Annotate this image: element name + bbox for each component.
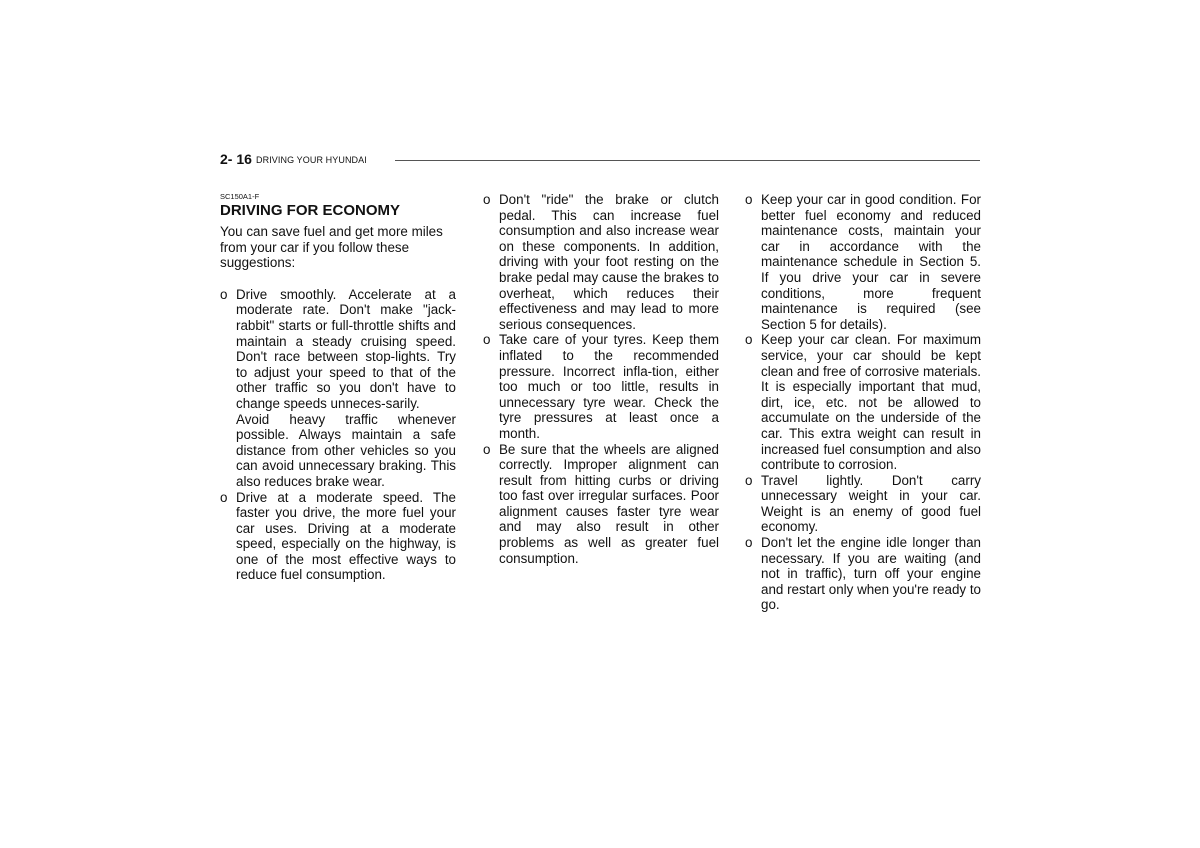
bullet-mark: o xyxy=(483,332,491,348)
bullet-mark: o xyxy=(220,286,228,302)
list-item-text: Keep your car in good condition. For better fuel economy and reduced maintenance costs, maintain your car in accordance with the maintenance schedule in Section 5. If you drive your car in severe conditions, more frequent maintenance is required (see Section 5 for details). xyxy=(761,192,981,332)
list-item xyxy=(745,473,981,535)
list-item xyxy=(220,490,456,584)
list-item-extra-text: Avoid heavy traffic whenever possible. Always maintain a safe distance from other vehicles so you can avoid unnecessary braking. This also reduces brake wear. xyxy=(236,411,456,489)
section-heading: DRIVING FOR ECONOMY xyxy=(220,202,401,219)
list-item xyxy=(745,332,981,472)
list-item xyxy=(483,442,719,567)
list-item-text: Drive at a moderate speed. The faster you drive, the more fuel your car uses. Driving at a moderate speed, especially on the highway, is one of the most effective ways to reduce fuel consumption. xyxy=(236,489,456,583)
list-item xyxy=(220,287,456,490)
header-rule xyxy=(395,160,980,161)
intro-paragraph: You can save fuel and get more miles from your car if you follow these suggestions: xyxy=(220,224,443,271)
list-item-text: Keep your car clean. For maximum service, your car should be kept clean and free of corrosive materials. It is especially important that mud, dirt, ice, etc. not be allowed to accumulate on the underside of the car. This extra weight can result in increased fuel consumption and also contribute to corrosion. xyxy=(761,332,981,473)
list-item-text: Don't "ride" the brake or clutch pedal. This can increase fuel consumption and also increase wear on these components. In addition, driving with your foot resting on the brake pedal may cause the brakes to overheat, which reduces their effectiveness and may lead to more serious consequences. xyxy=(499,192,719,332)
bullet-mark: o xyxy=(220,489,228,505)
list-item-text: Be sure that the wheels are aligned correctly. Improper alignment can result from hitting curbs or driving too fast over irregular surfaces. Poor alignment causes faster tyre wear and may also result in other problems as well as greater fuel consumption. xyxy=(499,441,719,566)
page-number: 2- 16 xyxy=(220,151,252,167)
bullet-mark: o xyxy=(483,192,491,207)
list-item xyxy=(745,535,981,613)
bullet-mark: o xyxy=(745,472,753,488)
column-3 xyxy=(745,192,981,613)
list-item xyxy=(483,192,719,332)
list-item-text: Drive smoothly. Accelerate at a moderate rate. Don't make "jack-rabbit" starts or full-throttle shifts and maintain a steady cruising speed. Don't race between stop-lights. Try to adjust your speed to that of the other traffic so you don't have to change speeds unneces-sarily. xyxy=(236,286,456,411)
bullet-mark: o xyxy=(745,192,753,207)
list-item-text: Travel lightly. Don't carry unnecessary weight in your car. Weight is an enemy of good fuel economy. xyxy=(761,472,981,535)
section-code: SC150A1-F xyxy=(220,192,260,201)
bullet-mark: o xyxy=(745,332,753,348)
list-item xyxy=(745,192,981,332)
list-item xyxy=(483,332,719,441)
section-title: DRIVING YOUR HYUNDAI xyxy=(256,155,367,165)
column-2 xyxy=(483,192,719,566)
list-item-text: Don't let the engine idle longer than necessary. If you are waiting (and not in traffic), turn off your engine and restart only when you're ready to go. xyxy=(761,535,981,613)
page-header xyxy=(220,151,980,171)
column-1 xyxy=(220,192,456,583)
list-item-text: Take care of your tyres. Keep them inflated to the recommended pressure. Incorrect infla-tion, either too much or too little, results in unnecessary tyre wear. Check the tyre pressures at least once a month. xyxy=(499,332,719,441)
bullet-mark: o xyxy=(745,535,753,551)
bullet-mark: o xyxy=(483,441,491,457)
